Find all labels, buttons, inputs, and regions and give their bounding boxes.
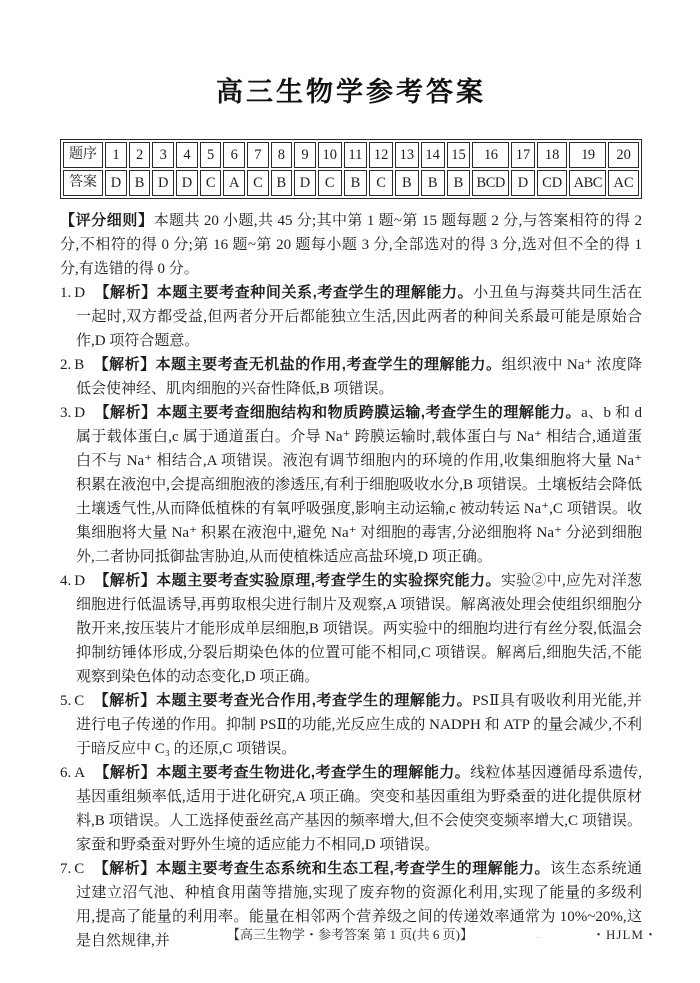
row-label-numbers: 题序 [63,142,103,168]
item-answer: B [74,357,85,373]
question-number-cell: 5 [200,142,221,168]
item-analysis-text: 实验②中,应先对洋葱细胞进行低温诱导,再剪取根尖进行制片及观察,A 项错误。解离液处理会使组织细胞分散开来,按压装片才能形成单层细胞,B 项错误。两实验中的细胞均进行有丝分裂,低温会抑制纺锤体形成,分裂后期染色体的位置可能不相同,C 项错误。解离后,细胞失活,不能观察到染色体的动态变化,D 项正确。 [76,573,642,685]
item-analysis-heading: 【解析】本题主要考查无机盐的作用,考查学生的理解能力。 [93,356,502,373]
footer-scan-smudge: .. [535,930,542,940]
scoring-rubric-text: 本题共 20 小题,共 45 分;其中第 1 题~第 15 题每题 2 分,与答案相符的得 2 分,不相符的得 0 分;第 16 题~第 20 题每小题 3 分,全部选对的得 3 分,选对但不全的得 1 分,有选错的得 0 分。 [60,213,642,277]
item-analysis-text: 小丑鱼与海葵共同生活在一起时,双方都受益,但两者分开后都能独立生活,因此两者的种间关系最可能是原始合作,D 项符合题意。 [76,285,642,349]
item-analysis-heading: 【解析】本题主要考查生态系统和生态工程,考查学生的理解能力。 [93,860,551,877]
answer-cell: B [395,170,419,196]
item-number: 1. [60,285,72,301]
item-number: 2. [60,357,72,373]
answer-cell: D [105,170,127,196]
answer-cell: C [369,170,393,196]
question-number-cell: 15 [447,142,471,168]
item-analysis-text: a、b 和 d 属于载体蛋白,c 属于通道蛋白。介导 Na⁺ 跨膜运输时,载体蛋白与 Na⁺ 相结合,通道蛋白不与 Na⁺ 相结合,A 项错误。液泡有调节细胞内的环境的作用,收集细胞将大量 Na⁺ 积累在液泡中,会提高细胞液的渗透压,有利于细胞吸收水分,B 项错误。土壤板结会降低土壤透气性,从而降低植株的有氧呼吸强度,影响主动运输,c 被动转运 Na⁺,C 项错误。收集细胞将大量 Na⁺ 积累在液泡中,避免 Na⁺ 对细胞的毒害,分泌细胞将 Na⁺ 分泌到细胞外,二者协同抵御盐害胁迫,从而使植株适应高盐环境,D 项正确。 [76,405,642,565]
question-number-cell: 4 [176,142,198,168]
page-title: 高三生物学参考答案 [216,77,486,107]
item-number: 3. [60,405,72,421]
question-number-cell: 3 [152,142,174,168]
question-number-cell: 14 [421,142,445,168]
item-number: 4. [60,573,72,589]
item-answer: C [74,861,85,877]
item-number: 5. [60,693,72,709]
item-answer: D [74,285,86,301]
answer-cell: C [318,170,342,196]
item-analysis-heading: 【解析】本题主要考查实验原理,考查学生的实验探究能力。 [94,572,501,589]
item-number: 7. [60,861,72,877]
item-answer: D [74,405,86,421]
question-number-cell: 12 [369,142,393,168]
answer-cell: AC [608,170,639,196]
footer-paper-code: ・HJLM・ [592,927,658,942]
explanation-item-6 [60,761,642,857]
row-label-answers: 答案 [63,170,103,196]
question-number-cell: 6 [223,142,245,168]
question-number-cell: 19 [569,142,606,168]
answer-cell: D [152,170,174,196]
answer-cell: B [271,170,292,196]
footer-page-info: 【高三生物学・参考答案 第 1 页(共 6 页)】 [227,927,473,942]
item-answer: C [74,693,85,709]
answer-cell: A [223,170,245,196]
answer-cell: D [294,170,316,196]
question-number-cell: 17 [511,142,535,168]
item-answer: D [74,573,86,589]
answer-cell: BCD [472,170,509,196]
explanation-item-4 [60,569,642,689]
answer-cell: B [129,170,150,196]
explanation-item-1 [60,281,642,353]
question-number-cell: 10 [318,142,342,168]
item-analysis-heading: 【解析】本题主要考查细胞结构和物质跨膜运输,考查学生的理解能力。 [94,404,582,421]
item-analysis-heading: 【解析】本题主要考查生物进化,考查学生的理解能力。 [94,764,471,781]
question-number-cell: 20 [608,142,639,168]
question-number-cell: 7 [247,142,268,168]
answer-cell: CD [537,170,568,196]
table-row-answers [63,170,639,196]
item-number: 6. [60,765,72,781]
scoring-rubric [60,209,642,281]
question-number-cell: 13 [395,142,419,168]
answer-cell: B [447,170,471,196]
question-number-cell: 16 [472,142,509,168]
question-number-cell: 18 [537,142,568,168]
item-analysis-text: 组织液中 Na⁺ 浓度降低会使神经、肌肉细胞的兴奋性降低,B 项错误。 [76,357,642,397]
item-analysis-heading: 【解析】本题主要考查光合作用,考查学生的理解能力。 [93,692,473,709]
answer-cell: D [511,170,535,196]
explanations-section [60,209,642,953]
question-number-cell: 2 [129,142,150,168]
answer-cell: ABC [569,170,606,196]
item-analysis-text: 线粒体基因遵循母系遗传,基因重组频率低,适用于进化研究,A 项正确。突变和基因重组为野桑蚕的进化提供原材料,B 项错误。人工选择使蚕丝高产基因的频率增大,但不会使突变频率增大,C 项错误。家蚕和野桑蚕对野外生境的适应能力不相同,D 项错误。 [76,765,642,853]
answer-cell: C [200,170,221,196]
answer-cell: B [421,170,445,196]
question-number-cell: 1 [105,142,127,168]
answer-cell: B [344,170,368,196]
item-analysis-text: 该生态系统通过建立沼气池、种植食用菌等措施,实现了废弃物的资源化利用,实现了能量的多级利用,提高了能量的利用率。能量在相邻两个营养级之间的传递效率通常为 10%~20%,这是自然规律,并 [76,861,642,949]
question-number-cell: 11 [344,142,368,168]
answer-cell: C [247,170,268,196]
question-number-cell: 9 [294,142,316,168]
item-analysis-text: PSⅡ具有吸收利用光能,并进行电子传递的作用。抑制 PSⅡ的功能,光反应生成的 NADPH 和 ATP 的量会减少,不利于暗反应中 C₃ 的还原,C 项错误。 [76,693,642,757]
explanation-item-2 [60,353,642,401]
page-footer [0,924,700,943]
table-row-question-numbers [63,142,639,168]
question-number-cell: 8 [271,142,292,168]
explanation-item-3 [60,401,642,569]
answer-table [60,139,642,199]
answer-cell: D [176,170,198,196]
item-answer: A [74,765,86,781]
explanation-item-5 [60,689,642,761]
item-analysis-heading: 【解析】本题主要考查种间关系,考查学生的理解能力。 [94,284,474,301]
scoring-rubric-label: 【评分细则】 [60,212,154,229]
